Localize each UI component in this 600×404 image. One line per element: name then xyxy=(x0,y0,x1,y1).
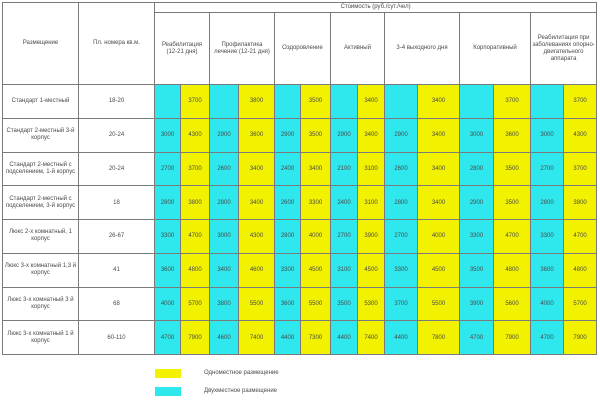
single-price-cell: 4000 xyxy=(418,220,460,254)
cost-header: Стоимость (руб./сут./чел) xyxy=(155,3,597,13)
double-price-cell: 2800 xyxy=(385,186,418,220)
double-price-cell: 3500 xyxy=(331,287,358,321)
single-price-cell: 3400 xyxy=(418,85,460,119)
double-price-cell: 2400 xyxy=(275,152,301,186)
program-header: Оздоровление xyxy=(275,13,331,85)
double-price-cell: 3000 xyxy=(531,118,564,152)
double-price-cell: 3300 xyxy=(531,220,564,254)
double-price-cell: 4400 xyxy=(331,321,358,355)
room-type-cell: Люкс 3-х комнатный 3 й корпус xyxy=(3,287,79,321)
double-price-cell: 3000 xyxy=(155,118,181,152)
single-price-cell: 4600 xyxy=(239,253,275,287)
double-price-cell: 2900 xyxy=(460,186,494,220)
single-price-cell: 4800 xyxy=(564,253,597,287)
double-price-cell: 2400 xyxy=(331,186,358,220)
area-cell: 20-24 xyxy=(79,118,155,152)
table-row xyxy=(3,253,597,287)
area-cell: 20-24 xyxy=(79,152,155,186)
area-cell: 41 xyxy=(79,253,155,287)
table-row xyxy=(3,85,597,119)
single-price-cell: 3700 xyxy=(564,152,597,186)
price-rows xyxy=(3,85,597,355)
single-price-cell: 3600 xyxy=(239,118,275,152)
double-price-cell: 3900 xyxy=(460,287,494,321)
single-price-cell: 4000 xyxy=(301,220,331,254)
single-price-cell: 3400 xyxy=(301,152,331,186)
single-price-cell: 5600 xyxy=(494,287,531,321)
double-price-cell: 3300 xyxy=(155,220,181,254)
single-price-cell: 3700 xyxy=(494,85,531,119)
single-price-cell: 3100 xyxy=(358,152,385,186)
single-price-cell: 5700 xyxy=(564,287,597,321)
single-price-cell: 4300 xyxy=(239,220,275,254)
double-price-cell: 3300 xyxy=(460,220,494,254)
double-price-cell: 2600 xyxy=(385,152,418,186)
double-price-cell: 3100 xyxy=(331,253,358,287)
area-cell: 18 xyxy=(79,186,155,220)
double-price-cell: 3000 xyxy=(460,118,494,152)
single-price-cell: 4700 xyxy=(494,220,531,254)
double-price-cell: 4400 xyxy=(385,321,418,355)
double-price-cell: 2800 xyxy=(460,152,494,186)
double-price-cell: 2700 xyxy=(155,152,181,186)
single-price-cell: 4500 xyxy=(301,253,331,287)
single-price-cell: 3400 xyxy=(418,152,460,186)
single-price-cell: 5700 xyxy=(181,287,210,321)
double-price-cell: 2800 xyxy=(155,186,181,220)
double-price-cell xyxy=(331,85,358,119)
double-price-cell xyxy=(210,85,239,119)
single-price-cell: 3500 xyxy=(301,85,331,119)
single-price-cell: 4800 xyxy=(181,253,210,287)
single-price-cell: 5300 xyxy=(358,287,385,321)
single-price-cell: 7900 xyxy=(181,321,210,355)
room-type-cell: Люкс 3-х комнатный 1,3 й корпус xyxy=(3,253,79,287)
double-price-cell xyxy=(460,85,494,119)
single-price-cell: 3500 xyxy=(301,118,331,152)
room-type-cell: Люкс 3-х комнатный 1 й корпус xyxy=(3,321,79,355)
single-price-cell: 3500 xyxy=(494,152,531,186)
double-price-cell: 2800 xyxy=(531,186,564,220)
area-cell: 18-20 xyxy=(79,85,155,119)
single-price-cell: 7400 xyxy=(239,321,275,355)
table-row xyxy=(3,287,597,321)
single-price-cell: 3400 xyxy=(358,85,385,119)
table-row xyxy=(3,220,597,254)
double-price-cell: 3400 xyxy=(210,253,239,287)
double-price-cell: 3500 xyxy=(460,253,494,287)
single-price-cell: 3400 xyxy=(239,186,275,220)
single-price-cell: 3300 xyxy=(301,186,331,220)
double-price-cell: 4400 xyxy=(275,321,301,355)
single-price-cell: 5500 xyxy=(418,287,460,321)
single-price-cell: 3100 xyxy=(358,186,385,220)
single-price-cell: 4300 xyxy=(564,118,597,152)
double-price-cell: 2700 xyxy=(331,220,358,254)
single-price-cell: 3700 xyxy=(181,152,210,186)
double-price-cell xyxy=(275,85,301,119)
single-price-cell: 3600 xyxy=(494,118,531,152)
single-price-cell: 3400 xyxy=(418,118,460,152)
price-table xyxy=(2,2,597,355)
table-row xyxy=(3,186,597,220)
double-price-cell: 4700 xyxy=(531,321,564,355)
single-price-cell: 3400 xyxy=(358,118,385,152)
room-type-cell: Стандарт 2-местный с подселением, 1-й корпус xyxy=(3,152,79,186)
program-header: Активный xyxy=(331,13,385,85)
single-price-cell: 4300 xyxy=(181,118,210,152)
program-header: Корпоративный xyxy=(460,13,531,85)
single-price-cell: 3900 xyxy=(358,220,385,254)
double-price-cell: 2600 xyxy=(210,152,239,186)
double-price-cell: 3600 xyxy=(275,287,301,321)
double-price-cell: 2700 xyxy=(531,152,564,186)
room-type-cell: Стандарт 1-местный xyxy=(3,85,79,119)
legend-double-swatch xyxy=(155,387,181,396)
single-price-cell: 7800 xyxy=(418,321,460,355)
double-price-cell: 3800 xyxy=(210,287,239,321)
program-header: 3-4 выходного дня xyxy=(385,13,460,85)
legend-single-swatch xyxy=(155,369,181,378)
double-price-cell xyxy=(155,85,181,119)
double-price-cell: 2900 xyxy=(275,118,301,152)
room-type-cell: Стандарт 2-местный с подселением, 3-й корпус xyxy=(3,186,79,220)
single-price-cell: 3800 xyxy=(181,186,210,220)
area-cell: 60-110 xyxy=(79,321,155,355)
double-price-cell: 4000 xyxy=(155,287,181,321)
double-price-cell: 3300 xyxy=(275,253,301,287)
area-cell: 26-67 xyxy=(79,220,155,254)
legend-single-label: Одноместное размещение xyxy=(204,370,279,376)
double-price-cell: 4000 xyxy=(531,287,564,321)
table-row xyxy=(3,152,597,186)
double-price-cell: 2700 xyxy=(385,220,418,254)
double-price-cell: 2100 xyxy=(331,152,358,186)
single-price-cell: 3800 xyxy=(564,186,597,220)
double-price-cell: 3600 xyxy=(155,253,181,287)
legend-double-label: Двухместное размещение xyxy=(204,388,278,394)
room-type-cell: Стандарт 2-местный 3-й корпус xyxy=(3,118,79,152)
program-header: Реабилитация при заболеваниях опорно-двигательного аппарата xyxy=(531,13,597,85)
double-price-cell: 3600 xyxy=(531,253,564,287)
double-price-cell: 4700 xyxy=(155,321,181,355)
single-price-cell: 5500 xyxy=(301,287,331,321)
single-price-cell: 7900 xyxy=(494,321,531,355)
double-price-cell: 2900 xyxy=(331,118,358,152)
single-price-cell: 3700 xyxy=(564,85,597,119)
single-price-cell: 3400 xyxy=(418,186,460,220)
single-price-cell: 4500 xyxy=(358,253,385,287)
single-price-cell: 7300 xyxy=(301,321,331,355)
double-price-cell: 2900 xyxy=(385,118,418,152)
double-price-cell: 2900 xyxy=(210,118,239,152)
program-header: Реабилитация (12-21 дня) xyxy=(155,13,210,85)
area-column-header: Пл. номера кв.м. xyxy=(79,3,155,85)
single-price-cell: 3400 xyxy=(239,152,275,186)
double-price-cell xyxy=(385,85,418,119)
double-price-cell: 3300 xyxy=(385,253,418,287)
double-price-cell: 2800 xyxy=(275,220,301,254)
table-row xyxy=(3,321,597,355)
single-price-cell: 4700 xyxy=(181,220,210,254)
double-price-cell: 2800 xyxy=(210,186,239,220)
double-price-cell: 3700 xyxy=(385,287,418,321)
single-price-cell: 4800 xyxy=(494,253,531,287)
area-cell: 68 xyxy=(79,287,155,321)
single-price-cell: 4700 xyxy=(564,220,597,254)
table-row xyxy=(3,118,597,152)
single-price-cell: 3700 xyxy=(181,85,210,119)
double-price-cell: 2600 xyxy=(275,186,301,220)
program-header: Профилактика лечение (12-21 дня) xyxy=(210,13,275,85)
double-price-cell: 4700 xyxy=(460,321,494,355)
double-price-cell: 4600 xyxy=(210,321,239,355)
room-column-header: Размещение xyxy=(3,3,79,85)
double-price-cell: 3000 xyxy=(210,220,239,254)
single-price-cell: 3800 xyxy=(239,85,275,119)
single-price-cell: 3500 xyxy=(494,186,531,220)
room-type-cell: Люкс 2-х комнатный, 1 корпус xyxy=(3,220,79,254)
single-price-cell: 7400 xyxy=(358,321,385,355)
single-price-cell: 5500 xyxy=(239,287,275,321)
double-price-cell xyxy=(531,85,564,119)
single-price-cell: 7900 xyxy=(564,321,597,355)
single-price-cell: 4500 xyxy=(418,253,460,287)
